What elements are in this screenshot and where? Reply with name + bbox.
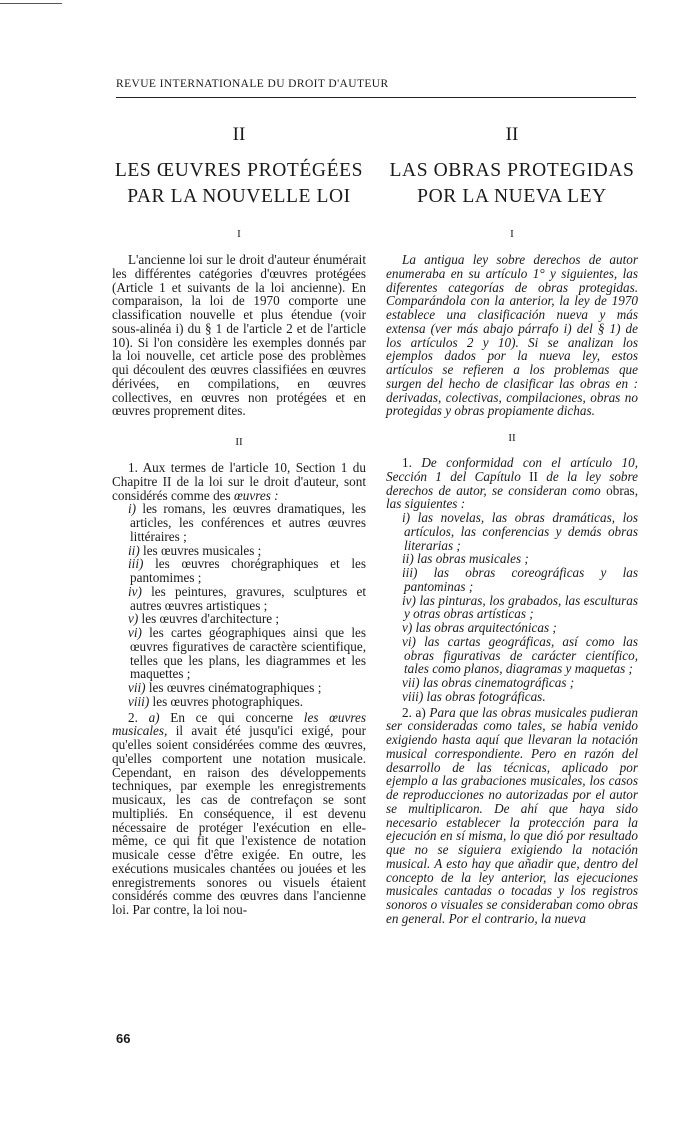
p2-letter-fr: a) — [148, 709, 160, 725]
spanish-column — [386, 122, 638, 926]
list-item — [112, 585, 366, 613]
p2-number-fr: 2. — [128, 709, 138, 725]
french-column — [112, 122, 366, 917]
paragraph-intro-fr: L'ancienne loi sur le droit d'auteur énumérait les différentes catégories d'œuvres protégées (Article 1 et suivants de la loi ancienne). En comparaison, la loi de 1970 comporte une classification nouvelle et plus étendue (voir sous-alinéa i) du § 1 de l'article 2 et de l'article 10). Si l'on considère les exemples donnés par la loi nouvelle, cet article pose des problèmes qui découlent des œuvres classifiées en œuvres dérivées, en compilations, en œuvres collectives, en œuvres non protégées et en œuvres proprement dites. — [112, 252, 366, 419]
p1-number-es: 1. — [402, 455, 412, 470]
section-title-fr — [112, 158, 366, 210]
list-item-text: las obras coreográficas y las pantominas ; — [404, 565, 638, 594]
list-item-text: les cartes géographiques ainsi que les œuvres figuratives de caractère scientifique, telles que les plans, les diagrammes et les maquettes ; — [130, 625, 366, 682]
list-item-number: vii) — [128, 680, 146, 695]
subsection-number-1-fr: I — [237, 228, 241, 240]
list-item-text: les peintures, gravures, sculptures et autres œuvres artistiques ; — [130, 583, 366, 613]
list-item-number: i) — [402, 510, 411, 525]
title-line-2-fr: PAR LA NOUVELLE LOI — [127, 186, 351, 207]
title-line-2-es: POR LA NUEVA LEY — [417, 186, 607, 207]
list-item-text: las cartas geográficas, así como las obras figurativas de carácter científico, tales como planos, diagramas y maquetas ; — [404, 633, 638, 677]
section-number-fr: II — [232, 124, 246, 145]
paragraph-intro-es: La antigua ley sobre derechos de autor enumeraba en su artículo 1° y siguientes, las diferentes categorías de obras protegidas. Comparándola con la anterior, la ley de 1970 establece una clasificación nueva y más extensa (ver más abajo párrafo i) del § 1) de los artículos 2 y 10). Si se analizan los ejemplos dados por la nueva ley, estos artículos se refieren a los problemas que surgen del hecho de clasificar las obras en : derivadas, colectivas, compilaciones, obras no protegidas y obras propiamente dichas. — [386, 252, 638, 419]
header-rule — [116, 97, 636, 98]
subsection-number-2-fr: II — [235, 436, 243, 448]
paragraph-1-es — [386, 456, 638, 511]
list-item — [386, 552, 638, 566]
list-item — [386, 676, 638, 690]
p1-chapter-es: II — [529, 468, 538, 484]
works-list-es — [386, 511, 638, 704]
page-number: 66 — [116, 1031, 131, 1046]
section-title-es — [386, 158, 638, 210]
list-item — [386, 635, 638, 676]
p2-text-es: Para que las obras musicales pudieran ser consideradas como tales, se había venido exigiendo hasta aquí que llevaran la notación musical correspondiente. Pero en razón del desarrollo de las técnicas, aplicado por ejemplo a las grabaciones musicales, los casos de reproducciones no autorizadas por el autor se multiplicaron. De ahí que haya sido necesario establecer la protección para la ejecución en sí misma, lo que dió por resultado que no se siguiera exigiendo la notación musical. A esto hay que añadir que, dentro del concepto de la ley anterior, las ejecuciones musicales cantadas o tocadas y los registros sonoros o visuales se consideraban como obras en general. Por el contrario, la nueva — [386, 704, 638, 926]
list-item-number: v) — [128, 611, 139, 627]
top-edge-rule — [0, 3, 62, 4]
list-item-number: ii) — [402, 551, 414, 567]
list-item — [112, 612, 366, 626]
works-list-fr — [112, 502, 366, 708]
list-item-number: vii) — [402, 675, 420, 690]
list-item — [386, 566, 638, 594]
list-item — [112, 626, 366, 681]
list-item — [386, 621, 638, 635]
list-item-text: las pinturas, los grabados, las esculturas y otras obras artísticas ; — [404, 592, 638, 622]
list-item — [112, 544, 366, 558]
p1-italic-1-es: De conformidad con el artículo 10, Sección 1 del Capítulo — [386, 455, 638, 484]
list-item-text: las obras arquitectónicas ; — [415, 620, 557, 635]
list-item-text: les œuvres photographiques. — [152, 693, 304, 709]
list-item — [386, 511, 638, 552]
paragraph-2-fr — [112, 711, 366, 917]
p2-italic-fr: les œuvres musicales, — [112, 709, 366, 739]
list-item-text: les œuvres chorégraphiques et les pantomimes ; — [130, 556, 366, 585]
paragraph-1-fr-italic: œuvres : — [233, 487, 279, 503]
list-item — [112, 557, 366, 585]
subsection-number-1-es: I — [510, 228, 514, 240]
title-line-1-es: LAS OBRAS PROTEGIDAS — [389, 160, 635, 181]
p2-number-es: 2. — [402, 704, 412, 720]
list-item-text: las obras fotográficas. — [426, 688, 546, 704]
list-item-number: i) — [128, 501, 137, 517]
list-item-text: les œuvres d'architecture ; — [141, 611, 280, 627]
p1-text-es: obras, — [606, 482, 638, 498]
list-item-number: v) — [402, 620, 413, 635]
paragraph-2-es — [386, 706, 638, 926]
list-item-number: iv) — [402, 592, 416, 608]
list-item — [112, 695, 366, 709]
list-item — [386, 594, 638, 622]
list-item-number: viii) — [402, 688, 424, 704]
list-item — [112, 502, 366, 543]
list-item — [386, 690, 638, 704]
list-item-text: las obras musicales ; — [417, 551, 529, 567]
paragraph-1-fr — [112, 461, 366, 502]
subsection-number-2-es: II — [508, 432, 516, 444]
list-item-number: viii) — [128, 693, 150, 709]
p1-italic-2-es: de la ley sobre derechos de autor, se consideran como — [386, 468, 639, 498]
title-line-1-fr: LES ŒUVRES PROTÉGÉES — [114, 160, 364, 181]
list-item-text: les œuvres musicales ; — [143, 542, 262, 558]
list-item-number: vi) — [402, 633, 416, 649]
list-item-text: las novelas, las obras dramáticas, los artículos, las conferencias y demás obras literarias ; — [404, 510, 639, 553]
list-item-number: iii) — [128, 556, 144, 572]
p2-text-1-fr: En ce qui concerne — [170, 709, 294, 725]
running-header: REVUE INTERNATIONALE DU DROIT D'AUTEUR — [116, 78, 389, 90]
p2-text-2-fr: il avait été jusqu'ici exigé, pour qu'elles soient considérées comme des œuvres, qu'elles comportent une notation musicale. Cependant, en raison des développements techniques, par exemple les enregistrements musicaux, les cas de contrefaçon se sont multipliés. En conséquence, il est devenu nécessaire de protéger l'exécution en elle-même, ce qui fit que l'existence de notation musicale cesse d'être exigée. En outre, les exécutions musicales chantées ou jouées et les enregistrements sonores ou visuels étaient considérés comme des œuvres dans l'ancienne loi. Par contre, la loi nou- — [112, 723, 366, 917]
list-item-text: las obras cinematográficas ; — [422, 675, 575, 690]
p1-italic-3-es: las siguientes : — [386, 496, 466, 512]
list-item-number: iv) — [128, 583, 142, 599]
list-item — [112, 681, 366, 695]
section-number-es: II — [505, 124, 519, 145]
list-item-number: ii) — [128, 542, 140, 558]
paragraph-1-fr-text: 1. Aux termes de l'article 10, Section 1 du Chapitre II de la loi sur le droit d'auteur, sont considérés comme des — [112, 460, 366, 503]
p2-letter-es: a) — [415, 704, 426, 720]
list-item-text: les romans, les œuvres dramatiques, les articles, les conférences et autres œuvres littéraires ; — [130, 501, 367, 544]
list-item-number: vi) — [128, 625, 142, 640]
list-item-number: iii) — [402, 565, 418, 580]
list-item-text: les œuvres cinématographiques ; — [148, 680, 322, 695]
